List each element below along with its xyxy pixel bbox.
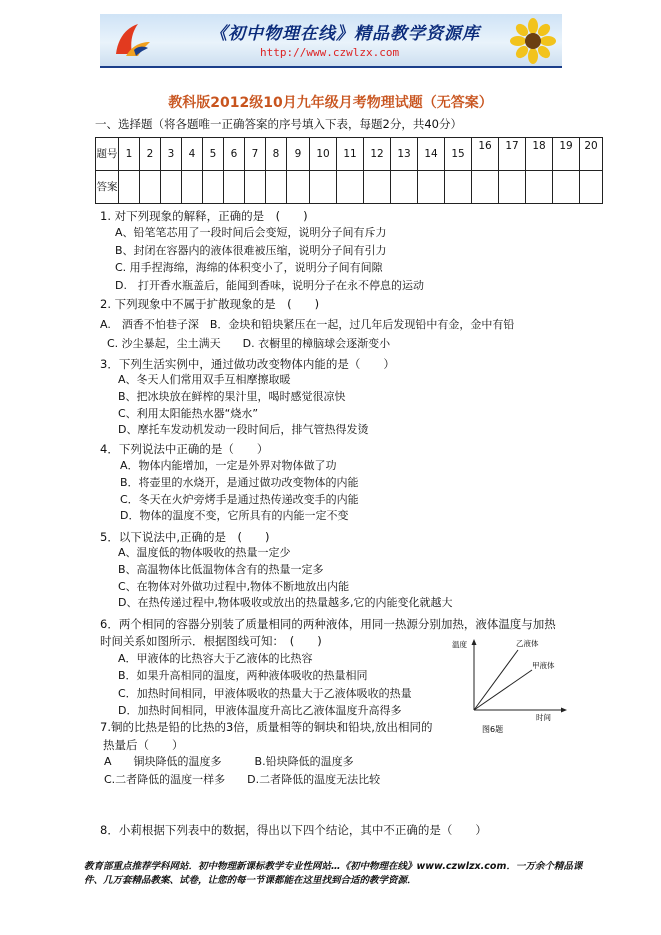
answer-cell[interactable] (140, 171, 161, 204)
q3-stem: 3．下列生活实例中，通过做功改变物体内能的是（ ） (100, 357, 395, 371)
table-number-cell: 6 (224, 138, 245, 171)
table-number-cell: 4 (182, 138, 203, 171)
series-label-1: 乙液体 (516, 639, 539, 648)
answer-cell[interactable] (499, 171, 526, 204)
q5-option: C、在物体对外做功过程中,物体不断地放出内能 (118, 579, 350, 593)
site-logo-icon (112, 20, 152, 60)
q4-option: C．冬天在火炉旁烤手是通过热传递改变手的内能 (120, 492, 359, 506)
q6-stem: 6．两个相同的容器分别装了质量相同的两种液体，用同一热源分别加热，液体温度与加热 (100, 617, 556, 631)
sunflower-icon (510, 18, 556, 64)
answer-table (95, 137, 603, 204)
answer-cell[interactable] (553, 171, 580, 204)
table-number-cell: 10 (310, 138, 337, 171)
answer-cell[interactable] (418, 171, 445, 204)
answer-cell[interactable] (526, 171, 553, 204)
table-number-cell: 19 (553, 138, 580, 171)
header-banner (100, 14, 562, 68)
answer-cell[interactable] (203, 171, 224, 204)
q3-option: D、摩托车发动机发动一段时间后，排气管热得发烫 (118, 423, 369, 437)
banner-url-link[interactable]: http://www.czwlzx.com (260, 46, 400, 59)
q5-option: D、在热传递过程中,物体吸收或放出的热量越多,它的内能变化就越大 (118, 596, 453, 610)
q4-option: A．物体内能增加，一定是外界对物体做了功 (120, 459, 337, 472)
q2-option: A. 酒香不怕巷子深 B．金块和铅块紧压在一起，过几年后发现铅中有金，金中有铅 (100, 318, 515, 331)
q3-option: C、利用太阳能热水器“烧水” (118, 406, 259, 420)
table-number-cell: 17 (499, 138, 526, 171)
q1-stem: 1. 对下列现象的解释，正确的是 ( ) (100, 209, 308, 223)
table-header-label: 题号 (96, 138, 119, 171)
section-heading: 一、选择题（将各题唯一正确答案的序号填入下表，每题2分，共40分） (95, 117, 462, 131)
table-number-cell: 12 (364, 138, 391, 171)
table-number-cell: 5 (203, 138, 224, 171)
table-number-cell: 7 (245, 138, 266, 171)
answer-cell[interactable] (224, 171, 245, 204)
q1-option: D. 打开香水瓶盖后，能闻到香味，说明分子在永不停息的运动 (115, 278, 424, 292)
banner-title: 《初中物理在线》精品教学资源库 (210, 24, 480, 44)
series-line-1 (474, 650, 518, 710)
q1-option: B、封闭在容器内的液体很难被压缩，说明分子间有引力 (115, 243, 387, 257)
document-title: 教科版2012级10月九年级月考物理试题（无答案） (168, 95, 493, 111)
q5-option: A、温度低的物体吸收的热量一定少 (118, 546, 291, 559)
q6-option: A．甲液体的比热容大于乙液体的比热容 (118, 652, 313, 665)
q5-option: B、高温物体比低温物体含有的热量一定多 (118, 562, 324, 576)
answer-cell[interactable] (337, 171, 364, 204)
series-label-2: 甲液体 (532, 661, 555, 670)
q6-stem-continued: 时间关系如图所示．根据图线可知： ( ) (100, 634, 322, 648)
answer-cell[interactable] (119, 171, 140, 204)
table-number-cell: 9 (287, 138, 310, 171)
q7-option: C.二者降低的温度一样多 D.二者降低的温度无法比较 (104, 772, 381, 786)
q4-option: B．将壶里的水烧开，是通过做功改变物体的内能 (120, 475, 359, 489)
table-number-cell: 16 (472, 138, 499, 171)
answer-cell[interactable] (445, 171, 472, 204)
series-line-2 (474, 670, 532, 710)
table-answer-label: 答案 (96, 171, 119, 204)
answer-cell[interactable] (580, 171, 603, 204)
q1-option: A、铅笔笔芯用了一段时间后会变短，说明分子间有斥力 (115, 226, 387, 239)
answer-cell[interactable] (182, 171, 203, 204)
answer-cell[interactable] (161, 171, 182, 204)
y-axis-arrow (472, 639, 477, 645)
q1-option: C. 用手捏海绵，海绵的体积变小了，说明分子间有间隙 (115, 261, 383, 274)
x-axis-label: 时间 (536, 713, 551, 722)
table-number-cell: 11 (337, 138, 364, 171)
q3-option: A、冬天人们常用双手互相摩擦取暖 (118, 373, 291, 386)
q2-option: C. 沙尘暴起，尘土满天 D. 衣橱里的樟脑球会逐渐变小 (107, 337, 391, 350)
q8-stem: 8．小莉根据下列表中的数据，得出以下四个结论，其中不正确的是（ ） (100, 823, 487, 837)
answer-cell[interactable] (266, 171, 287, 204)
q6-option: C．加热时间相同，甲液体吸收的热量大于乙液体吸收的热量 (118, 686, 412, 700)
q7-stem: 7.铜的比热是铅的比热的3倍，质量相等的铜块和铅块,放出相同的 (100, 720, 433, 734)
figure-caption: 图6题 (482, 725, 504, 734)
table-number-cell: 2 (140, 138, 161, 171)
answer-cell[interactable] (391, 171, 418, 204)
temperature-time-graph (452, 636, 570, 734)
y-axis-label: 温度 (452, 640, 467, 649)
x-axis-arrow (561, 708, 567, 713)
q4-stem: 4．下列说法中正确的是（ ） (100, 442, 269, 456)
q7-stem-continued: 热量后（ ） (103, 738, 184, 752)
q7-option: A 铜块降低的温度多 B.铅块降低的温度多 (104, 755, 354, 768)
table-number-cell: 20 (580, 138, 603, 171)
q4-option: D．物体的温度不变，它所具有的内能一定不变 (120, 509, 349, 523)
table-number-cell: 14 (418, 138, 445, 171)
answer-cell[interactable] (287, 171, 310, 204)
table-number-cell: 18 (526, 138, 553, 171)
table-number-cell: 3 (161, 138, 182, 171)
table-number-cell: 13 (391, 138, 418, 171)
q6-option: B．如果升高相同的温度，两种液体吸收的热量相同 (118, 669, 368, 683)
q2-stem: 2. 下列现象中不属于扩散现象的是 ( ) (100, 297, 320, 311)
answer-cell[interactable] (472, 171, 499, 204)
q3-option: B、把冰块放在鲜榨的果汁里，喝时感觉很凉快 (118, 389, 346, 403)
answer-cell[interactable] (364, 171, 391, 204)
table-number-cell: 8 (266, 138, 287, 171)
table-number-cell: 1 (119, 138, 140, 171)
q6-option: D．加热时间相同，甲液体温度升高比乙液体温度升高得多 (118, 703, 402, 717)
answer-cell[interactable] (310, 171, 337, 204)
answer-cell[interactable] (245, 171, 266, 204)
table-number-cell: 15 (445, 138, 472, 171)
page-footer: 教育部重点推荐学科网站．初中物理新课标教学专业性网站…《初中物理在线》www.czwlzx.com．一万余个精品课件、几万套精品教案、试卷，让您的每一节课都能在这里找到合适的教学资源． (84, 861, 583, 886)
q5-stem: 5．以下说法中,正确的是 ( ) (100, 530, 270, 544)
